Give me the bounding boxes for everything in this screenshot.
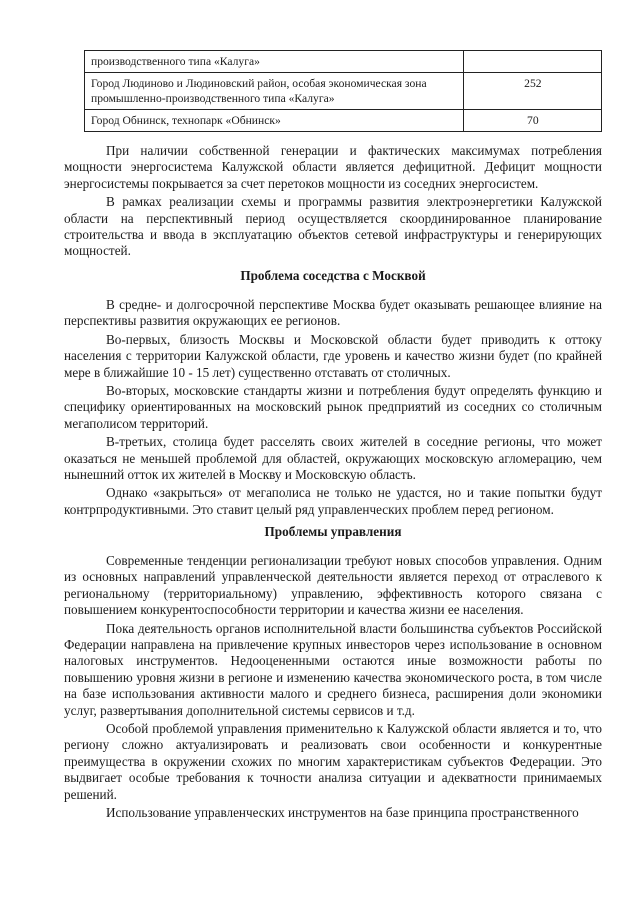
paragraph: Особой проблемой управления применительно к Калужской области является и то, что региону сложно актуализировать и реализовать свои особенности и конкурентные преимущества в окружении схожих по многим характеристикам субъектов Федерации. Это выдвигает особые требования к точности анализа ситуации и адекватности принимаемых решений. (64, 721, 602, 802)
paragraph: При наличии собственной генерации и фактических максимумах потребления мощности энергосистема Калужской области является дефицитной. Дефицит мощности энергосистемы покрывается за счет перетоков мощности из соседних энергосистем. (64, 143, 602, 191)
paragraph: В-третьих, столица будет расселять своих жителей в соседние регионы, что может оказаться не меньшей проблемой для областей, окружающих московскую агломерацию, чем нынешний отток их жителей в Москву и Московскую область. (64, 434, 602, 483)
paragraph: В средне- и долгосрочной перспективе Москва будет оказывать решающее влияние на перспективы развития окружающих ее регионов. (64, 297, 602, 329)
section-management (64, 524, 602, 540)
section-moscow (64, 268, 602, 284)
paragraph: Во-вторых, московские стандарты жизни и потребления будут определять функцию и специфику ориентированных на московский рынок предприятий из соседних со столичным мегаполисом территорий. (64, 383, 602, 431)
section-moscow-body (64, 297, 602, 518)
table-cell-name: Город Людиново и Людиновский район, особая экономическая зона промышленно-производственного типа «Калуга» (85, 73, 464, 110)
paragraph: Современные тенденции регионализации требуют новых способов управления. Одним из основных направлений управленческой деятельности является переход от отраслевого к региональному (территориальному) управлению, эффективность которого связана с повышением конкурентоспособности территории и качества жизни ее населения. (64, 553, 602, 618)
paragraph: Однако «закрыться» от мегаполиса не только не удастся, но и такие попытки будут контрпродуктивными. Это ставит целый ряд управленческих проблем перед регионом. (64, 485, 602, 517)
table-cell-value: 252 (463, 73, 601, 110)
section-heading: Проблемы управления (264, 524, 402, 539)
paragraph: Использование управленческих инструментов на базе принципа пространственного (106, 805, 579, 821)
paragraph: Во-первых, близость Москвы и Московской области будет приводить к оттоку населения с территории Калужской области, где уровень и качество жизни будет (по крайней мере в ближайшие 10 - 15 лет) существенно отставать от столичных. (64, 331, 602, 380)
table-row (85, 110, 602, 132)
section-heading: Проблема соседства с Москвой (240, 268, 426, 283)
section-management-body (64, 553, 602, 822)
table-row (85, 73, 602, 110)
table-row (85, 51, 602, 73)
table-cell-value: 70 (463, 110, 601, 132)
table-cell-name: Город Обнинск, технопарк «Обнинск» (85, 110, 464, 132)
paragraph: В рамках реализации схемы и программы развития электроэнергетики Калужской области на перспективный период осуществляется скоординированное планирование строительства и ввода в эксплуатацию объектов сетевой инфраструктуры и генерирующих мощностей. (64, 194, 602, 259)
energy-table (84, 50, 602, 132)
intro-block (64, 143, 602, 260)
table-cell-name: производственного типа «Калуга» (85, 51, 464, 73)
table-cell-value (463, 51, 601, 73)
paragraph: Пока деятельность органов исполнительной власти большинства субъектов Российской Федерации направлена на привлечение крупных инвесторов через использование в основном налоговых инструментов. Недооцененными остаются иные возможности работы по повышению уровня жизни в регионе и изменению качества экономического роста, в том числе на базе использования активности малого и среднего бизнеса, расширения доли экономики услуг, развертывания дополнительной системы сервисов и т.д. (64, 620, 602, 718)
